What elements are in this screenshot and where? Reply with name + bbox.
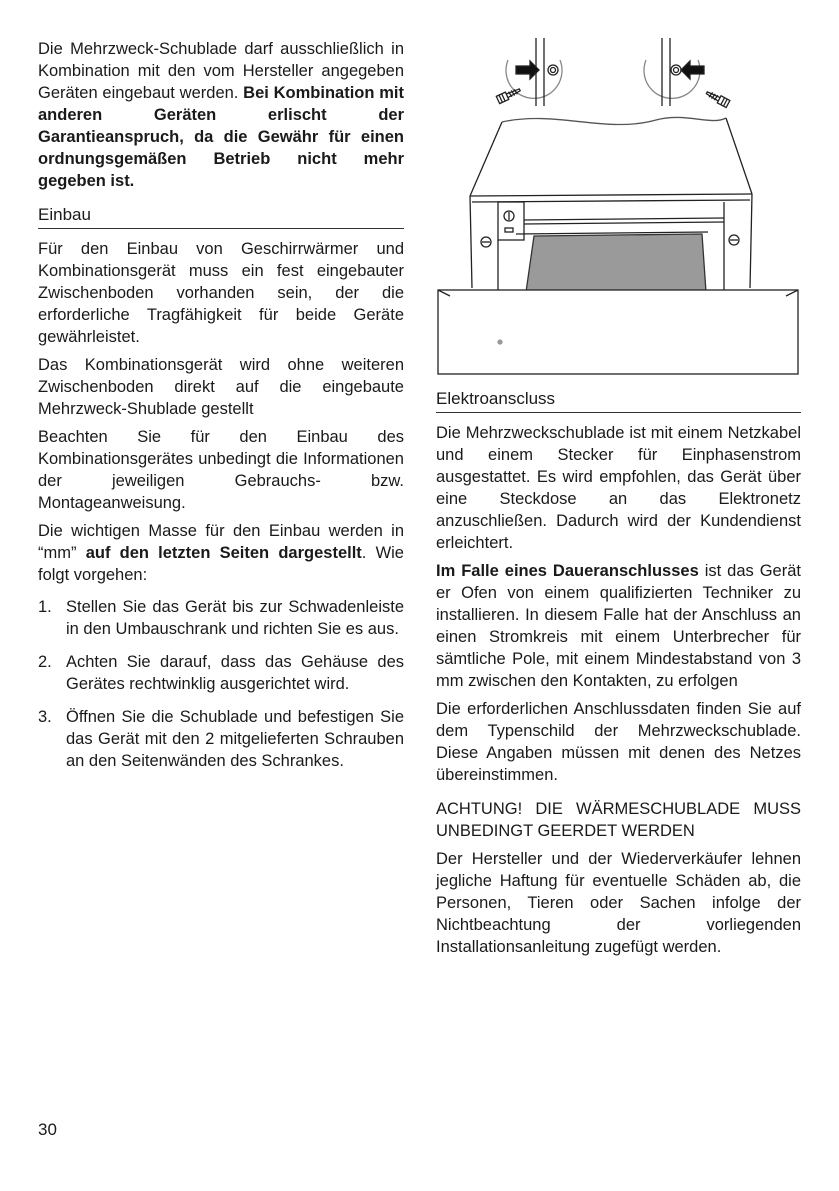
einbau-paragraph-1: Für den Einbau von Geschirrwärmer und Kombinationsgerät muss ein fest eingebauter Zwischenboden vorhanden sein, der die erforderliche Tragfähigkeit für beide Geräte gewährleistet. [38,240,404,346]
step-text: Öffnen Sie die Schublade und befestigen Sie das Gerät mit den 2 mitgelieferten Schrauben an den Seitenwänden des Schrankes. [66,708,404,770]
screw-detail-left [496,38,562,106]
intro-warning-text: Bei Kombination mit anderen Geräten erlischt der Garantieanspruch, da die Gewähr für einen ordnungsgemäßen Betrieb nicht mehr gegeben ist. [38,84,404,190]
page-number: 30 [38,1120,57,1139]
screw-detail-right [644,38,730,108]
intro-text: Die Mehrzweck-Schublade darf ausschließlich in Kombination mit den vom Hersteller angegeben Geräten eingebaut werden. [38,40,404,102]
einbau-paragraph-4 [38,520,404,586]
installation-steps [38,596,404,772]
list-item [38,651,404,695]
intro-paragraph [38,38,404,192]
installation-figure [436,38,801,378]
step-number: 3. [38,708,52,726]
dimensions-text-end: . Wie folgt vorgehen: [38,544,404,584]
step-number: 1. [38,598,52,616]
permanent-connection-text: ist das Gerät er Ofen von einem qualifizierten Techniker zu installieren. In diesem Falle hat der Anschluss an einen Stromkreis mit einem Unterbrecher für sämtliche Pole, mit einem Mindestabstand von 3 mm zwischen den Kontakten, zu erfolgen [436,562,801,690]
dimensions-text: Die wichtigen Masse für den Einbau werden in “mm” [38,522,404,562]
dimensions-bold-text: auf den letzten Seiten dargestellt [85,544,362,562]
grounding-warning: ACHTUNG! DIE WÄRMESCHUBLADE MUSS UNBEDINGT GEERDET WERDEN [436,800,801,840]
list-item [38,706,404,772]
einbau-paragraph-2: Das Kombinationsgerät wird ohne weiteren Zwischenboden direkt auf die eingebaute Mehrzweck-Shublade gestellt [38,356,404,418]
permanent-connection-bold: Im Falle eines Daueranschlusses [436,562,699,580]
step-number: 2. [38,653,52,671]
step-text: Stellen Sie das Gerät bis zur Schwadenleiste in den Umbauschrank und richten Sie es aus. [66,598,404,638]
list-item [38,596,404,640]
heading-einbau: Einbau [38,204,404,229]
drawer-installation-illustration [436,38,801,378]
step-text: Achten Sie darauf, dass das Gehäuse des Gerätes rechtwinklig ausgerichtet wird. [66,653,404,693]
elektro-paragraph-1: Die Mehrzweckschublade ist mit einem Netzkabel und einem Stecker für Einphasenstrom ausgestattet. Es wird empfohlen, das Gerät über eine Steckdose an das Elektronetz anzuschließen. Dadurch wird der Kundendienst erleichtert. [436,424,801,552]
heading-elektroanschluss: Elektroanscluss [436,388,801,413]
einbau-paragraph-3: Beachten Sie für den Einbau des Kombinationsgerätes unbedingt die Informationen der jeweiligen Gebrauchs- bzw. Montageanweisung. [38,428,404,512]
elektro-paragraph-2 [436,560,801,692]
left-column [38,38,404,783]
right-column [436,38,801,964]
liability-paragraph: Der Hersteller und der Wiederverkäufer lehnen jegliche Haftung für eventuelle Schäden ab, die Personen, Tieren oder Sachen infolge der Nichtbeachtung der vorliegenden Installationsanleitung zugefügt werden. [436,850,801,956]
elektro-paragraph-3: Die erforderlichen Anschlussdaten finden Sie auf dem Typenschild der Mehrzweckschublade. Diese Angaben müssen mit denen des Netzes übereinstimmen. [436,700,801,784]
